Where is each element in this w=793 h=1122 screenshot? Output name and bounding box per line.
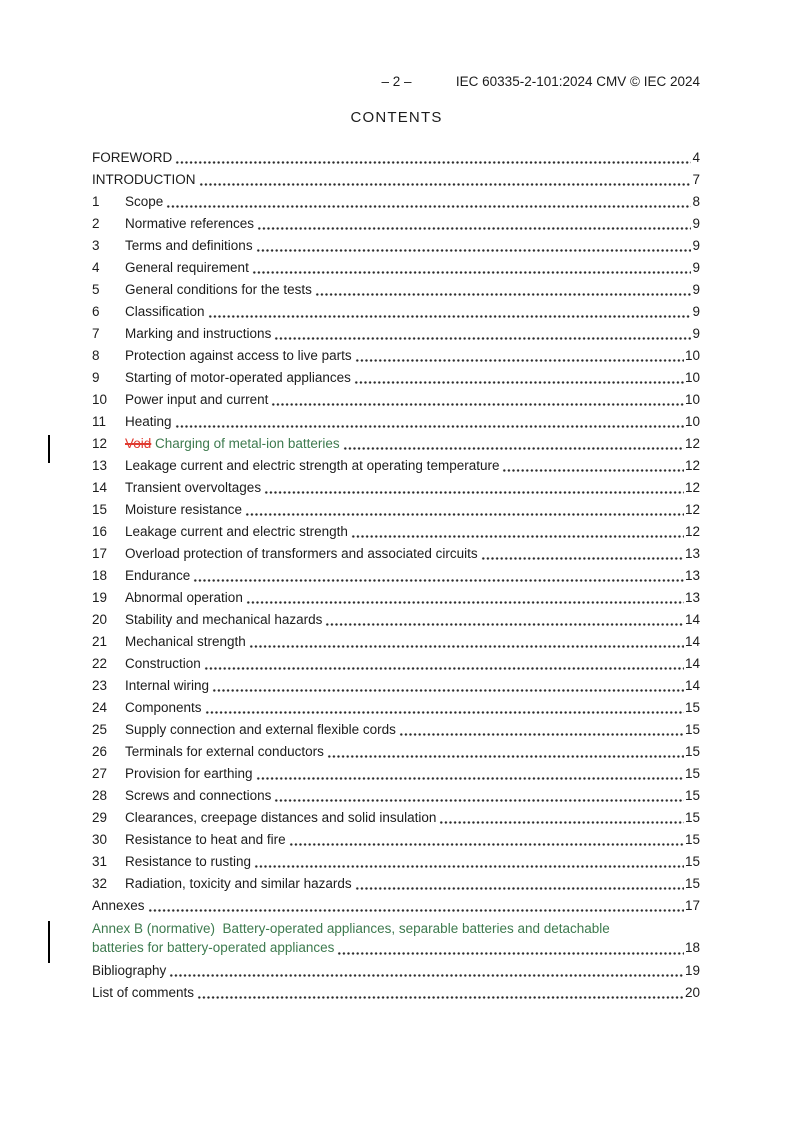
dot-leader (245, 511, 684, 516)
toc-entry-page: 9 (692, 304, 700, 319)
toc-entry[interactable] (92, 567, 700, 584)
toc-entry-title (125, 633, 246, 650)
toc-entry-title-text: Terms and definitions (125, 238, 253, 253)
dot-leader (256, 247, 692, 252)
deleted-text: Void (125, 436, 152, 451)
toc-entry-page: 15 (684, 700, 700, 715)
dot-leader (166, 203, 691, 208)
toc-entry-title (125, 369, 351, 386)
toc-entry[interactable] (92, 962, 700, 979)
toc-entry-number: 25 (92, 722, 108, 737)
toc-entry-number: 6 (92, 304, 100, 319)
toc-entry[interactable] (92, 699, 700, 716)
toc-entry[interactable] (92, 303, 700, 320)
page-header (0, 74, 793, 92)
toc-entry-page: 18 (684, 940, 700, 955)
toc-entry[interactable] (92, 369, 700, 386)
toc-entry-page: 10 (684, 392, 700, 407)
toc-entry-title (125, 303, 205, 320)
dot-leader (351, 533, 684, 538)
dot-leader (327, 753, 684, 758)
toc-entry-title (125, 193, 163, 210)
document-reference: IEC 60335-2-101:2024 CMV © IEC 2024 (455, 74, 700, 89)
dot-leader (502, 467, 683, 472)
toc-entry-title (125, 281, 312, 298)
toc-entry-page: 17 (684, 898, 700, 913)
toc-entry-page: 15 (684, 876, 700, 891)
toc-entry-title-text: INTRODUCTION (92, 172, 196, 187)
toc-entry[interactable] (92, 281, 700, 298)
toc-entry-page: 15 (684, 744, 700, 759)
toc-entry-title (125, 457, 499, 474)
toc-entry[interactable] (92, 919, 700, 957)
toc-entry-page: 13 (684, 568, 700, 583)
dot-leader (325, 621, 684, 626)
toc-entry-title (125, 765, 253, 782)
toc-entry-number: 19 (92, 590, 108, 605)
toc-entry-page: 10 (684, 414, 700, 429)
toc-entry[interactable] (92, 743, 700, 760)
toc-entry[interactable] (92, 325, 700, 342)
dot-leader (439, 819, 684, 824)
toc-entry[interactable] (92, 523, 700, 540)
dot-leader (355, 357, 684, 362)
dot-leader (212, 687, 684, 692)
toc-entry-title-text: Starting of motor-operated appliances (125, 370, 351, 385)
toc-entry-page: 15 (684, 810, 700, 825)
toc-entry-title (125, 545, 478, 562)
toc-entry-number: 11 (92, 414, 107, 429)
toc-entry-number: 24 (92, 700, 108, 715)
toc-entry-title (125, 215, 254, 232)
dot-leader (274, 335, 691, 340)
toc-entry-number: 9 (92, 370, 100, 385)
toc-entry-number: 4 (92, 260, 100, 275)
toc-entry-title (125, 831, 286, 848)
toc-entry-number: 20 (92, 612, 108, 627)
toc-entry-title-text: Screws and connections (125, 788, 272, 803)
toc-entry-title (125, 435, 340, 452)
toc-entry-title (92, 897, 145, 914)
toc-entry-title (125, 501, 242, 518)
toc-entry-title (125, 809, 436, 826)
toc-entry[interactable] (92, 984, 700, 1001)
toc-entry-title (125, 413, 172, 430)
toc-entry[interactable] (92, 193, 700, 210)
toc-entry-title (125, 259, 249, 276)
contents-title: CONTENTS (350, 109, 443, 126)
toc-entry-number: 15 (92, 502, 108, 517)
toc-entry-number: 2 (92, 216, 100, 231)
toc-entry-title (125, 699, 202, 716)
toc-entry-title-text: Abnormal operation (125, 590, 243, 605)
toc-entry[interactable] (92, 237, 700, 254)
toc-entry-line1 (92, 919, 700, 938)
dot-leader (175, 159, 691, 164)
toc-entry-title (92, 149, 172, 166)
toc-entry-page: 14 (684, 656, 700, 671)
toc-entry-page: 20 (684, 985, 700, 1000)
toc-entry-title (92, 171, 196, 188)
dot-leader (274, 797, 684, 802)
toc-entry[interactable] (92, 171, 700, 188)
toc-entry-page: 9 (692, 238, 700, 253)
toc-entry[interactable] (92, 347, 700, 364)
toc-entry-title-text: Leakage current and electric strength (125, 524, 348, 539)
page-number-marker: – 2 – (381, 74, 412, 89)
change-bar (48, 921, 50, 963)
toc-entry-number: 16 (92, 524, 108, 539)
toc-entry[interactable] (92, 479, 700, 496)
toc-entry[interactable] (92, 853, 700, 870)
toc-entry-number: 10 (92, 392, 108, 407)
toc-entry[interactable] (92, 677, 700, 694)
toc-entry-title-text: Supply connection and external flexible cords (125, 722, 396, 737)
toc-entry-page: 9 (692, 216, 700, 231)
toc-entry-number: 13 (92, 458, 108, 473)
toc-entry-page: 8 (692, 194, 700, 209)
toc-entry-title (125, 347, 352, 364)
toc-entry-title-text: Resistance to heat and fire (125, 832, 286, 847)
toc-entry-page: 10 (684, 348, 700, 363)
toc-entry-title-text: Classification (125, 304, 205, 319)
toc-entry-title (125, 655, 201, 672)
toc-entry-page: 7 (692, 172, 700, 187)
toc-entry-title (125, 721, 396, 738)
toc-entry[interactable] (92, 787, 700, 804)
toc-entry-page: 15 (684, 722, 700, 737)
toc-entry-title-text: Mechanical strength (125, 634, 246, 649)
toc-entry-title-text: Charging of metal-ion batteries (155, 436, 340, 451)
dot-leader (264, 489, 684, 494)
toc-entry-title: Annex B (normative) Battery-operated appliances, separable batteries and detachable (92, 921, 610, 936)
toc-entry-title-text: Overload protection of transformers and associated circuits (125, 546, 478, 561)
dot-leader (354, 379, 684, 384)
toc-entry[interactable] (92, 655, 700, 672)
toc-entry-number: 31 (92, 854, 108, 869)
toc-entry-number: 23 (92, 678, 108, 693)
dot-leader (199, 181, 692, 186)
table-of-contents (92, 149, 700, 1006)
toc-entry-page: 15 (684, 766, 700, 781)
toc-entry[interactable] (92, 633, 700, 650)
toc-entry-page: 19 (684, 963, 700, 978)
dot-leader (254, 863, 684, 868)
toc-entry[interactable] (92, 875, 700, 892)
toc-entry-number: 7 (92, 326, 100, 341)
toc-entry-title-text: FOREWORD (92, 150, 173, 165)
change-bar (48, 435, 50, 463)
toc-entry-title-text: Bibliography (92, 963, 167, 978)
toc-entry[interactable] (92, 259, 700, 276)
toc-entry-page: 13 (684, 546, 700, 561)
toc-entry-title-text: Clearances, creepage distances and solid insulation (125, 810, 437, 825)
dot-leader (193, 577, 684, 582)
toc-entry-page: 12 (684, 458, 700, 473)
toc-entry-title-text: Heating (125, 414, 172, 429)
toc-entry[interactable] (92, 391, 700, 408)
dot-leader (169, 972, 684, 977)
toc-entry[interactable] (92, 721, 700, 738)
toc-entry-title-text: Marking and instructions (125, 326, 272, 341)
toc-entry-title-text: General requirement (125, 260, 249, 275)
dot-leader (175, 423, 684, 428)
toc-entry[interactable] (92, 809, 700, 826)
toc-entry-page: 14 (684, 634, 700, 649)
toc-entry[interactable] (92, 413, 700, 430)
toc-entry-page: 14 (684, 612, 700, 627)
toc-entry-title (125, 677, 209, 694)
toc-entry-title (125, 611, 322, 628)
toc-entry[interactable] (92, 215, 700, 232)
dot-leader (204, 665, 684, 670)
dot-leader (337, 950, 684, 955)
toc-entry-number: 17 (92, 546, 108, 561)
toc-entry-title-text: Internal wiring (125, 678, 210, 693)
toc-entry-page: 12 (684, 436, 700, 451)
toc-entry-page: 4 (692, 150, 700, 165)
toc-entry-page: 12 (684, 524, 700, 539)
toc-entry-title-text: Radiation, toxicity and similar hazards (125, 876, 352, 891)
toc-entry-line2 (92, 938, 700, 957)
dot-leader (343, 445, 684, 450)
toc-entry-title-text: Normative references (125, 216, 255, 231)
toc-entry-title (92, 984, 194, 1001)
toc-entry-page: 14 (684, 678, 700, 693)
toc-entry-title (125, 325, 271, 342)
toc-entry-title-text: Endurance (125, 568, 191, 583)
toc-entry-title (125, 567, 190, 584)
dot-leader (208, 313, 692, 318)
toc-entry-number: 26 (92, 744, 108, 759)
toc-entry-title (125, 523, 348, 540)
dot-leader (249, 643, 684, 648)
toc-entry[interactable] (92, 831, 700, 848)
toc-entry[interactable] (92, 765, 700, 782)
toc-entry-number: 3 (92, 238, 100, 253)
toc-entry-number: 5 (92, 282, 100, 297)
toc-entry-page: 12 (684, 502, 700, 517)
dot-leader (256, 775, 684, 780)
toc-entry-number: 28 (92, 788, 108, 803)
toc-entry-number: 1 (92, 194, 100, 209)
toc-entry[interactable] (92, 435, 700, 452)
toc-entry-page: 9 (692, 260, 700, 275)
toc-entry-title-text: Construction (125, 656, 201, 671)
toc-entry-number: 32 (92, 876, 108, 891)
toc-entry-number: 22 (92, 656, 108, 671)
dot-leader (481, 555, 684, 560)
toc-entry-number: 30 (92, 832, 108, 847)
toc-entry[interactable] (92, 611, 700, 628)
dot-leader (148, 907, 684, 912)
toc-entry-title (125, 237, 253, 254)
toc-entry-title (125, 743, 324, 760)
toc-entry-title-text: Leakage current and electric strength at operating temperature (125, 458, 500, 473)
toc-entry[interactable] (92, 589, 700, 606)
toc-entry-number: 21 (92, 634, 108, 649)
toc-entry-page: 15 (684, 854, 700, 869)
toc-entry-title-text: Transient overvoltages (125, 480, 262, 495)
toc-entry-title-text: Protection against access to live parts (125, 348, 352, 363)
dot-leader (315, 291, 692, 296)
dot-leader (289, 841, 684, 846)
toc-entry-number: 18 (92, 568, 108, 583)
toc-entry[interactable] (92, 545, 700, 562)
toc-entry-page: 12 (684, 480, 700, 495)
toc-entry-title: batteries for battery-operated appliances (92, 940, 335, 955)
toc-entry-page: 15 (684, 788, 700, 803)
toc-entry[interactable] (92, 501, 700, 518)
toc-entry-title (125, 391, 268, 408)
toc-entry-title-text: Terminals for external conductors (125, 744, 324, 759)
toc-entry-number: 14 (92, 480, 108, 495)
toc-entry-title-text: Power input and current (125, 392, 269, 407)
toc-entry-title-text: List of comments (92, 985, 195, 1000)
toc-entry-number: 29 (92, 810, 108, 825)
toc-entry-title (125, 875, 352, 892)
toc-entry[interactable] (92, 149, 700, 166)
dot-leader (399, 731, 684, 736)
dot-leader (257, 225, 691, 230)
toc-entry-page: 9 (692, 282, 700, 297)
dot-leader (355, 885, 684, 890)
dot-leader (197, 994, 684, 999)
toc-entry[interactable] (92, 897, 700, 914)
dot-leader (246, 599, 684, 604)
toc-entry-title (92, 962, 166, 979)
toc-entry-title-text: Moisture resistance (125, 502, 243, 517)
toc-entry-title-text: Annexes (92, 898, 145, 913)
toc-entry-page: 9 (692, 326, 700, 341)
toc-entry-title-text: Stability and mechanical hazards (125, 612, 323, 627)
toc-entry-page: 15 (684, 832, 700, 847)
dot-leader (205, 709, 684, 714)
toc-entry-title (125, 589, 243, 606)
toc-entry-title (125, 853, 251, 870)
toc-entry-title-text: Components (125, 700, 202, 715)
toc-entry-page: 10 (684, 370, 700, 385)
toc-entry-title-text: Resistance to rusting (125, 854, 252, 869)
toc-entry[interactable] (92, 457, 700, 474)
toc-entry-title-text: Scope (125, 194, 164, 209)
toc-entry-page: 13 (684, 590, 700, 605)
dot-leader (252, 269, 692, 274)
toc-entry-number: 12 (92, 436, 108, 451)
dot-leader (271, 401, 684, 406)
toc-entry-title (125, 787, 271, 804)
toc-entry-number: 27 (92, 766, 108, 781)
toc-entry-title-text: Provision for earthing (125, 766, 253, 781)
toc-entry-title (125, 479, 261, 496)
toc-entry-title-text: General conditions for the tests (125, 282, 312, 297)
toc-entry-number: 8 (92, 348, 100, 363)
